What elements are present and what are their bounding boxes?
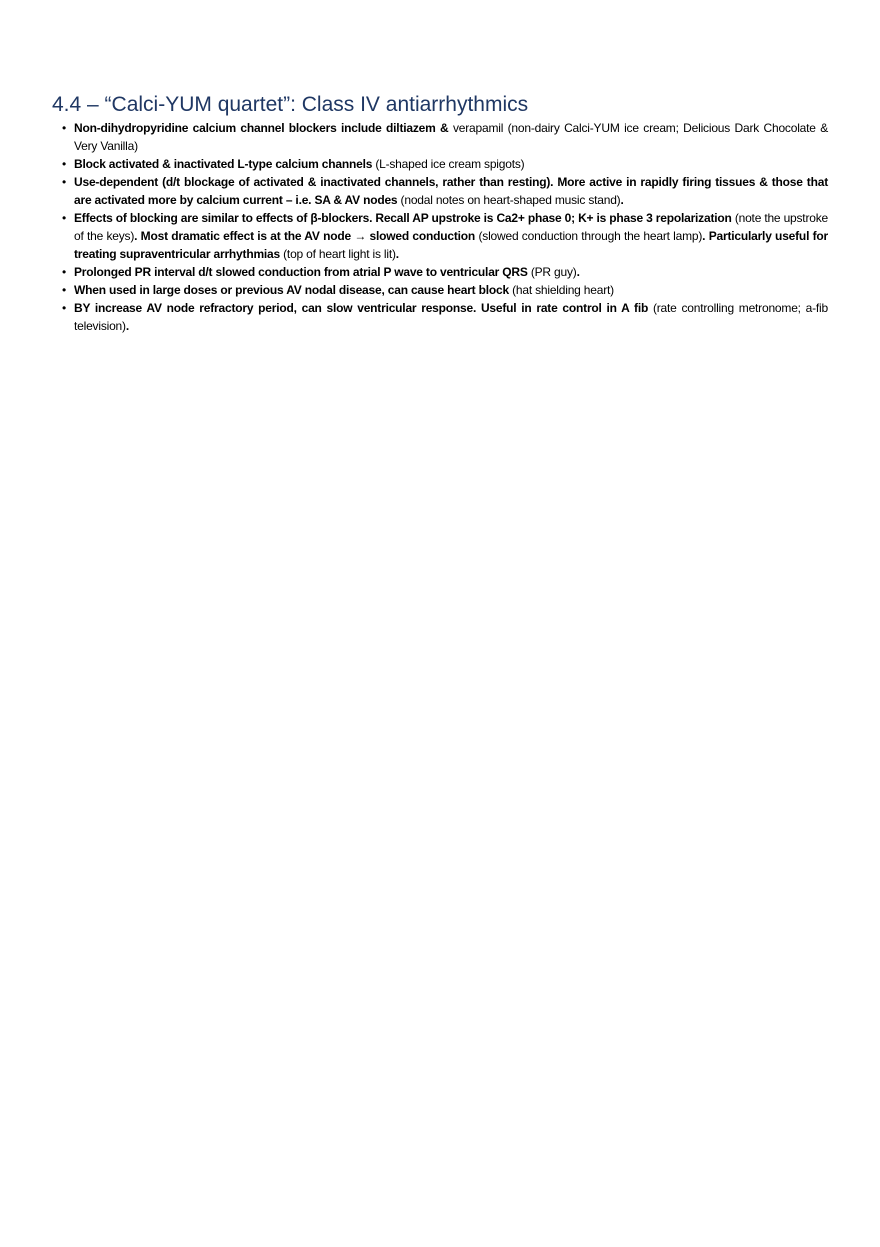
normal-text: (slowed conduction through the heart lamp) (478, 229, 703, 243)
bold-text: . Particularly useful for treating supraventricular arrhythmias (74, 229, 828, 261)
bold-text: Non-dihydropyridine calcium channel blockers include diltiazem & (74, 121, 453, 135)
section-heading: 4.4 – “Calci-YUM quartet”: Class IV antiarrhythmics (52, 93, 529, 116)
bullet-dot: • (62, 175, 67, 189)
bold-text: Prolonged PR interval d/t slowed conduction from atrial P wave to ventricular QRS (74, 265, 531, 279)
bold-text: . Most dramatic effect is at the AV node → slowed conduction (134, 229, 479, 243)
bold-text: Block activated & inactivated L-type calcium channels (74, 157, 376, 171)
bullet-dot: • (62, 121, 67, 135)
bold-text: Use-dependent (d/t blockage of activated & inactivated channels, rather than resting). More active in rapidly firing tissues & those that are activated more by calcium current – i.e. SA & AV nodes (74, 175, 828, 207)
bullet-item (62, 155, 828, 173)
bold-text: When used in large doses or previous AV nodal disease, can cause heart block (74, 283, 513, 297)
bold-text: BY increase AV node refractory period, can slow ventricular response. Useful in rate control in A fib (74, 301, 653, 315)
bullet-dot: • (62, 157, 67, 171)
bullet-item (62, 119, 828, 155)
bold-text: . (620, 193, 624, 207)
bold-text: . (125, 319, 129, 333)
bullet-dot: • (62, 301, 67, 315)
normal-text: (PR guy) (530, 265, 577, 279)
bullet-list (62, 119, 828, 335)
normal-text: (rate controlling metronome; a-fib television) (74, 301, 828, 333)
bullet-item (62, 299, 828, 335)
bullet-item (62, 209, 828, 263)
bold-text: Effects of blocking are similar to effects of β-blockers. Recall AP upstroke is Ca2+ phase 0; K+ is phase 3 repolarization (74, 211, 735, 225)
bullet-item (62, 263, 828, 281)
normal-text: (nodal notes on heart-shaped music stand) (400, 193, 621, 207)
bullet-item (62, 173, 828, 209)
normal-text: (top of heart light is lit) (283, 247, 396, 261)
bullet-item (62, 281, 828, 299)
normal-text: (hat shielding heart) (512, 283, 614, 297)
normal-text: verapamil (non-dairy Calci-YUM ice cream; Delicious Dark Chocolate & Very Vanilla) (74, 121, 828, 153)
normal-text: (note the upstroke of the keys) (74, 211, 828, 243)
bold-text: . (576, 265, 580, 279)
bullet-dot: • (62, 211, 67, 225)
bullet-dot: • (62, 265, 67, 279)
bullet-dot: • (62, 283, 67, 297)
normal-text: (L-shaped ice cream spigots) (375, 157, 525, 171)
bold-text: . (395, 247, 399, 261)
